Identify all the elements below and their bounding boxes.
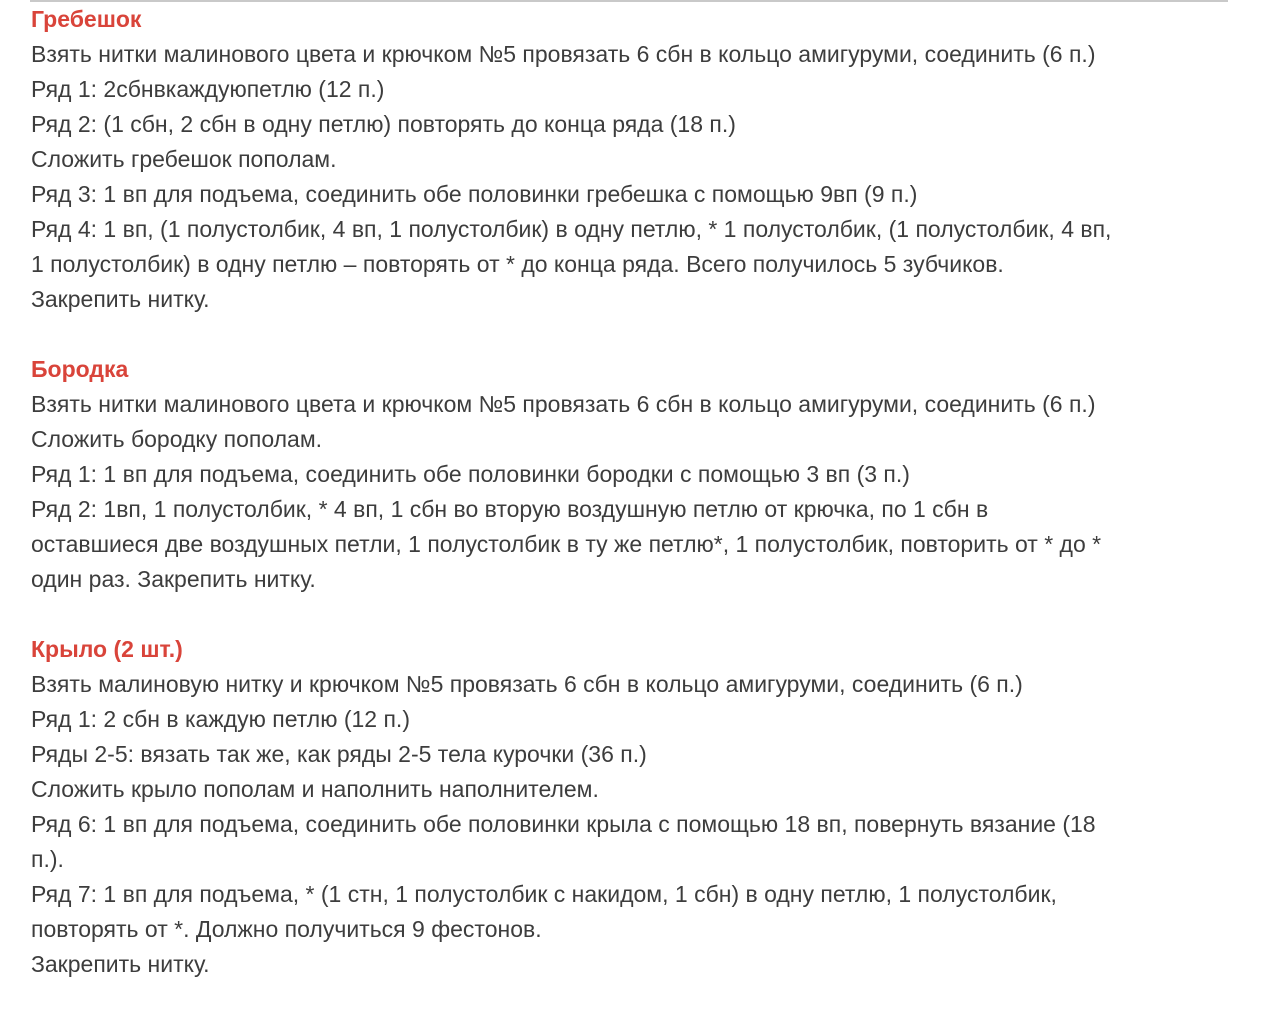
text-line: Сложить бородку пополам.: [31, 426, 323, 452]
text-line: Ряд 3: 1 вп для подъема, соединить обе половинки гребешка с помощью 9вп (9 п.): [31, 181, 918, 207]
text-line: Ряд 2: (1 сбн, 2 сбн в одну петлю) повторять до конца ряда (18 п.): [31, 111, 736, 137]
section-title: Крыло (2 шт.): [31, 636, 183, 662]
section-comb: [31, 2, 1256, 317]
text-line: Ряд 4: 1 вп, (1 полустолбик, 4 вп, 1 полустолбик) в одну петлю, * 1 полустолбик, (1 полустолбик, 4 вп,: [31, 216, 1112, 242]
text-line: Ряд 1: 2 сбн в каждую петлю (12 п.): [31, 706, 410, 732]
text-line: п.).: [31, 846, 64, 872]
text-line: повторять от *. Должно получиться 9 фестонов.: [31, 916, 542, 942]
text-line: Сложить крыло пополам и наполнить наполнителем.: [31, 776, 599, 802]
text-line: Ряды 2-5: вязать так же, как ряды 2-5 тела курочки (36 п.): [31, 741, 647, 767]
text-line: Взять малиновую нитку и крючком №5 провязать 6 сбн в кольцо амигуруми, соединить (6 п.): [31, 671, 1023, 697]
text-line: Ряд 1: 2сбнвкаждуюпетлю (12 п.): [31, 76, 385, 102]
text-line: 1 полустолбик) в одну петлю – повторять от * до конца ряда. Всего получилось 5 зубчиков.: [31, 251, 1004, 277]
text-line: Ряд 7: 1 вп для подъема, * (1 стн, 1 полустолбик с накидом, 1 сбн) в одну петлю, 1 полустолбик,: [31, 881, 1057, 907]
text-line: Ряд 1: 1 вп для подъема, соединить обе половинки бородки с помощью 3 вп (3 п.): [31, 461, 910, 487]
document-body: [31, 2, 1256, 982]
text-line: Взять нитки малинового цвета и крючком №5 провязать 6 сбн в кольцо амигуруми, соединить (6 п.): [31, 41, 1096, 67]
text-line: оставшиеся две воздушных петли, 1 полустолбик в ту же петлю*, 1 полустолбик, повторить от * до *: [31, 531, 1102, 557]
text-line: Закрепить нитку.: [31, 951, 210, 977]
section-title: Гребешок: [31, 6, 142, 32]
section-spacer: [31, 597, 1256, 632]
section-beard: [31, 352, 1256, 597]
text-line: Сложить гребешок пополам.: [31, 146, 337, 172]
text-line: один раз. Закрепить нитку.: [31, 566, 316, 592]
text-line: Взять нитки малинового цвета и крючком №5 провязать 6 сбн в кольцо амигуруми, соединить (6 п.): [31, 391, 1096, 417]
text-line: Ряд 2: 1вп, 1 полустолбик, * 4 вп, 1 сбн во вторую воздушную петлю от крючка, по 1 сбн в: [31, 496, 989, 522]
section-title: Бородка: [31, 356, 129, 382]
section-wing: [31, 632, 1256, 982]
section-spacer: [31, 317, 1256, 352]
text-line: Закрепить нитку.: [31, 286, 210, 312]
text-line: Ряд 6: 1 вп для подъема, соединить обе половинки крыла с помощью 18 вп, повернуть вязание (18: [31, 811, 1096, 837]
